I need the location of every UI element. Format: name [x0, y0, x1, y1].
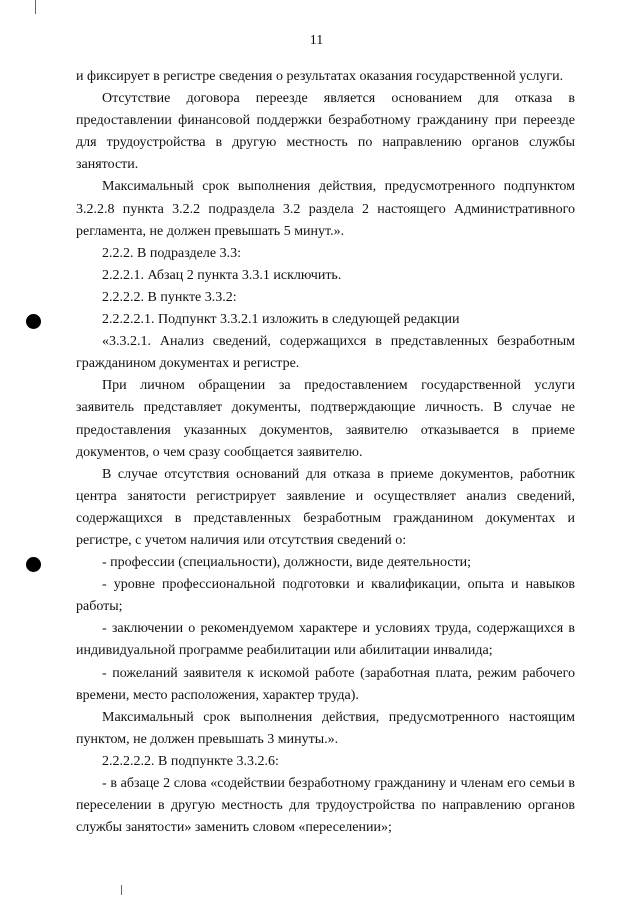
paragraph: 2.2.2.2.2. В подпункте 3.3.2.6:: [102, 753, 279, 769]
paragraph: и фиксирует в регистре сведения о результатах оказания государственной услуги.: [76, 69, 564, 84]
paragraph: - заключении о рекомендуемом характере и условиях труда, содержащихся в индивидуальной программе реабилитации или абилитации инвалида;: [76, 621, 575, 659]
paragraph: Отсутствие договора переезде является основанием для отказа в предоставлении финансовой поддержки безработному гражданину при переезде для трудоустройства в другую местность по направлению органов службы занятости.: [76, 91, 575, 173]
paragraph: - в абзаце 2 слова «содействии безработному гражданину и членам его семьи в переселении в другую местность для трудоустройства по направлению органов службы занятости» заменить словом «переселении»;: [76, 776, 575, 836]
page-number: 11: [309, 33, 324, 48]
paragraph: 2.2.2.1. Абзац 2 пункта 3.3.1 исключить.: [102, 267, 342, 283]
paragraph: В случае отсутствия оснований для отказа в приеме документов, работник центра занятости регистрирует заявление и осуществляет анализ сведений, содержащихся в представленных безработным гражданином документах и регистре, с учетом наличия или отсутствия сведений о:: [76, 466, 575, 548]
scan-mark-top: [35, 0, 36, 14]
punch-hole-lower: [26, 557, 41, 572]
paragraph: При личном обращении за предоставлением государственной услуги заявитель представляет документы, подтверждающие личность. В случае не предоставления указанных документов, заявителю отказывается в приеме документов, о чем сразу сообщается заявителю.: [76, 378, 575, 460]
document-body: [76, 66, 575, 839]
paragraph: - пожеланий заявителя к искомой работе (заработная плата, режим рабочего времени, место расположения, характер труда).: [76, 665, 575, 703]
paragraph: «3.3.2.1. Анализ сведений, содержащихся в представленных безработным гражданином документах и регистре.: [76, 334, 575, 372]
paragraph: 2.2.2.2.1. Подпункт 3.3.2.1 изложить в следующей редакции: [102, 312, 460, 328]
scan-mark-bottom: [121, 885, 122, 895]
paragraph: - уровне профессиональной подготовки и квалификации, опыта и навыков работы;: [76, 577, 575, 615]
paragraph: Максимальный срок выполнения действия, предусмотренного настоящим пунктом, не должен превышать 3 минуты.».: [76, 709, 575, 747]
punch-hole-upper: [26, 314, 41, 329]
paragraph: 2.2.2. В подразделе 3.3:: [102, 245, 241, 261]
paragraph: - профессии (специальности), должности, виде деятельности;: [102, 555, 472, 571]
paragraph: 2.2.2.2. В пункте 3.3.2:: [102, 289, 237, 305]
paragraph: Максимальный срок выполнения действия, предусмотренного подпунктом 3.2.2.8 пункта 3.2.2 подраздела 3.2 раздела 2 настоящего Административного регламента, не должен превышать 5 минут.».: [76, 179, 575, 239]
